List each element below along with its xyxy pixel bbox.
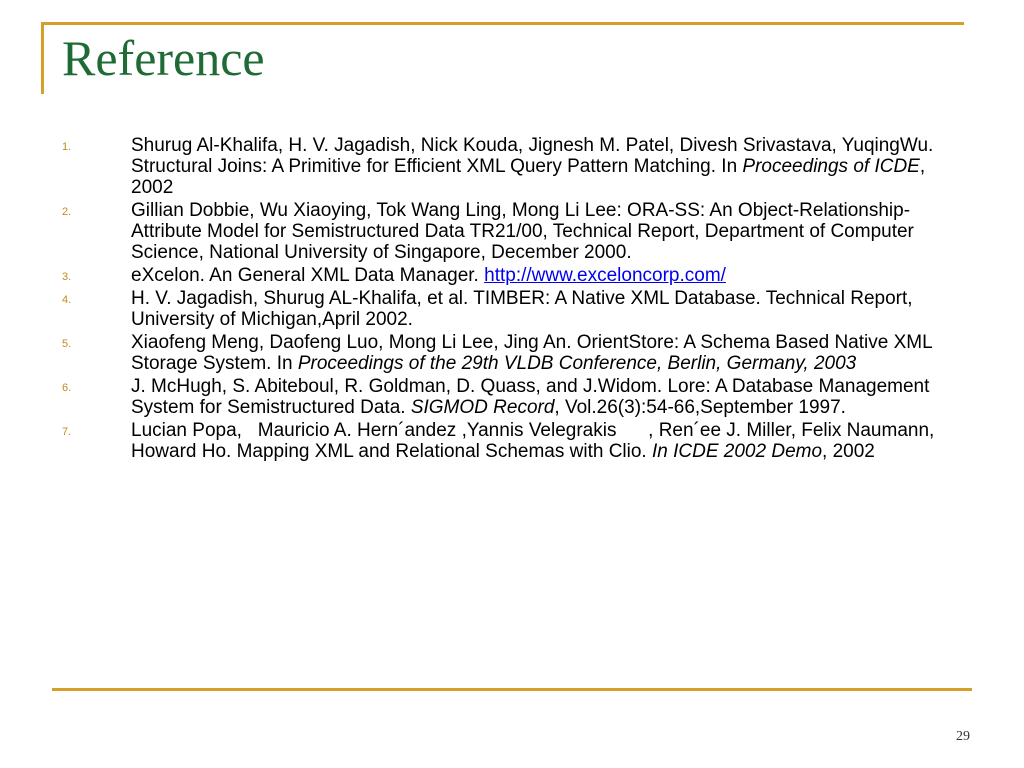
- reference-text: Gillian Dobbie, Wu Xiaoying, Tok Wang Ling, Mong Li Lee: ORA-SS: An Object-Relationship-Attribute Model for Semistructured Data TR21/00, Technical Report, Department of Computer Science, National University of Singapore, December 2000.: [131, 200, 914, 263]
- reference-text: H. V. Jagadish, Shurug AL-Khalifa, et al. TIMBER: A Native XML Database. Technical Report, University of Michigan,April 2002.: [131, 288, 913, 330]
- reference-item-1: [62, 135, 972, 198]
- reference-venue: Proceedings of the 29th VLDB Conference, Berlin, Germany, 2003: [297, 353, 857, 374]
- reference-venue: Proceedings of ICDE: [742, 156, 920, 177]
- reference-number: 4.: [62, 294, 72, 306]
- reference-number: 7.: [62, 426, 72, 438]
- reference-venue: SIGMOD Record: [410, 397, 555, 418]
- reference-text: Shurug Al-Khalifa, H. V. Jagadish, Nick Kouda, Jignesh M. Patel, Divesh Srivastava, YuqingWu. Structural Joins: A Primitive for Efficient XML Query Pattern Matching. In Proceedings of ICDE, 2002: [131, 135, 934, 198]
- reference-item-7: [62, 420, 972, 462]
- reference-number: 6.: [62, 382, 72, 394]
- title-frame-horizontal: [41, 22, 964, 25]
- reference-text: J. McHugh, S. Abiteboul, R. Goldman, D. Quass, and J.Widom. Lore: A Database Management System for Semistructured Data. SIGMOD Record, Vol.26(3):54-66,September 1997.: [131, 376, 930, 418]
- reference-item-4: [62, 288, 972, 330]
- reference-number: 5.: [62, 338, 72, 350]
- reference-list: [62, 135, 972, 464]
- title-frame-vertical: [41, 22, 44, 94]
- reference-item-5: [62, 332, 972, 374]
- page-number: 29: [956, 729, 970, 744]
- reference-number: 1.: [62, 141, 72, 153]
- reference-number: 3.: [62, 271, 72, 283]
- reference-item-3: [62, 265, 972, 286]
- exceloncorp-link[interactable]: http://www.exceloncorp.com/: [484, 265, 726, 286]
- reference-venue: In ICDE 2002 Demo: [652, 441, 823, 462]
- reference-number: 2.: [62, 206, 72, 218]
- reference-text: Xiaofeng Meng, Daofeng Luo, Mong Li Lee, Jing An. OrientStore: A Schema Based Native XML Storage System. In Proceedings of the 29th VLDB Conference, Berlin, Germany, 2003: [131, 332, 932, 374]
- reference-text: Lucian Popa, Mauricio A. Hern´andez ,Yannis Velegrakis , Ren´ee J. Miller, Felix Naumann, Howard Ho. Mapping XML and Relational Schemas with Clio. In ICDE 2002 Demo, 2002: [131, 420, 940, 462]
- slide-title: Reference: [62, 30, 265, 86]
- reference-item-6: [62, 376, 972, 418]
- reference-text: eXcelon. An General XML Data Manager. http://www.exceloncorp.com/: [131, 265, 726, 286]
- reference-item-2: [62, 200, 972, 263]
- footer-divider: [52, 688, 972, 691]
